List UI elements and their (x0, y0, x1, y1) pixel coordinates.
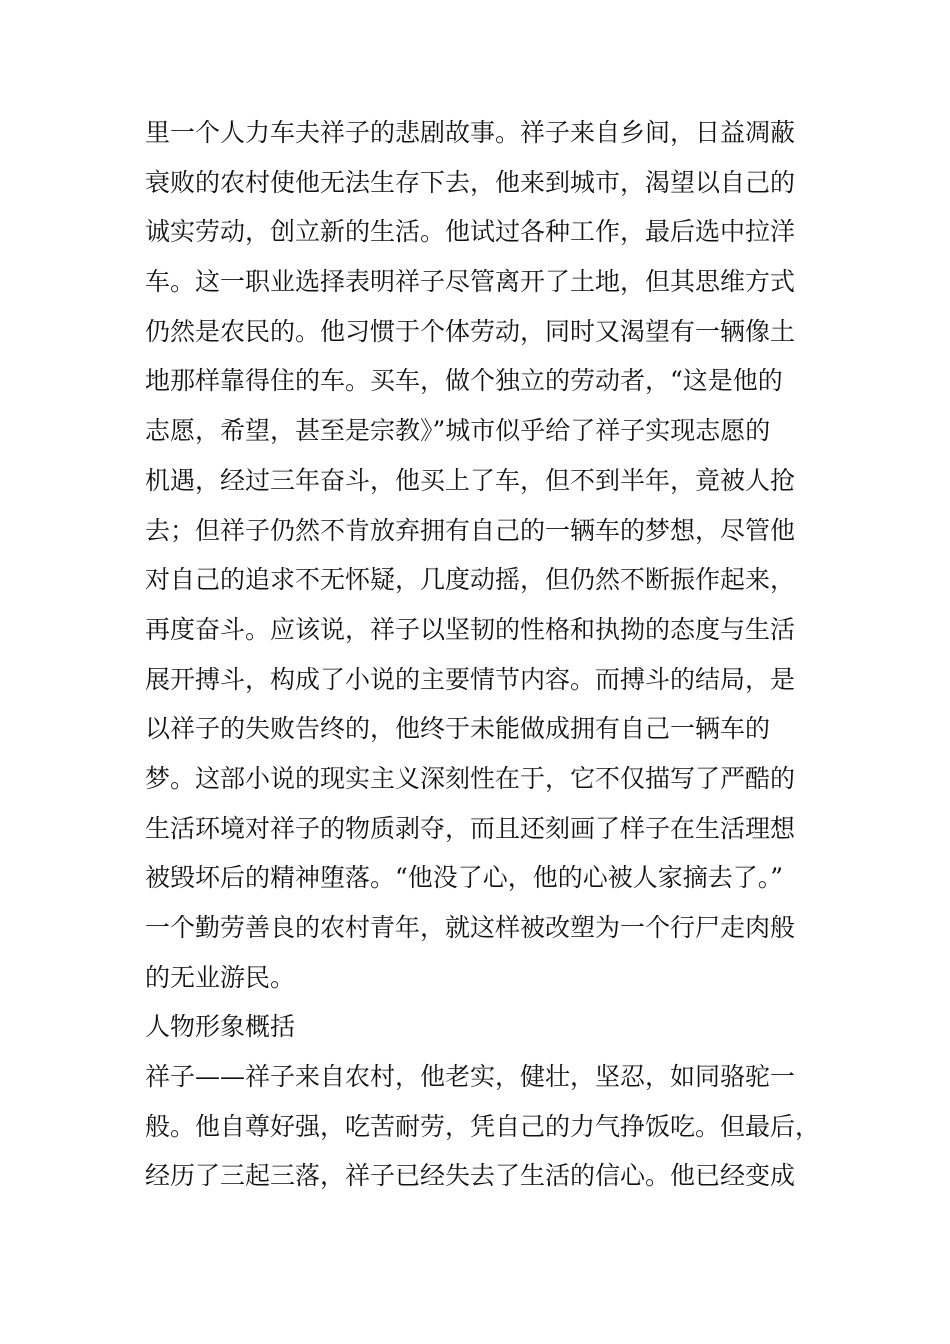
text-line: 地那样靠得住的车。买车，做个独立的劳动者，“这是他的 (145, 366, 783, 396)
text-line: 般。他自尊好强，吃苦耐劳，凭自己的力气挣饭吃。但最后， (145, 1111, 821, 1141)
text-line: 里一个人力车夫祥子的悲剧故事。祥子来自乡间，日益凋蔽 (145, 118, 796, 147)
text-line: 梦。这部小说的现实主义深刻性在于，它不仅描写了严酷的 (145, 763, 796, 793)
text-line: 展开搏斗，构成了小说的主要情节内容。而搏斗的结局，是 (145, 664, 796, 694)
text-line: 生活环境对祥子的物质剥夺，而且还刻画了样子在生活理想 (145, 813, 796, 843)
text-line: 祥子——祥子来自农村，他老实，健壮，坚忍，如同骆驼一 (145, 1062, 796, 1092)
text-line: 诚实劳动，创立新的生活。他试过各种工作，最后选中拉洋 (145, 217, 796, 247)
text-line: 车。这一职业选择表明祥子尽管离开了土地，但其思维方式 (145, 267, 796, 297)
text-line: 仍然是农民的。他习惯于个体劳动，同时又渴望有一辆像土 (145, 316, 796, 346)
text-line: 去；但祥子仍然不肯放弃拥有自己的一辆车的梦想，尽管他 (145, 515, 796, 545)
body-text (145, 108, 845, 1201)
text-line: 再度奋斗。应该说，祥子以坚韧的性格和执拗的态度与生活 (145, 614, 796, 644)
text-line: 机遇，经过三年奋斗，他买上了车，但不到半年，竟被人抢 (145, 465, 796, 495)
text-line: 以祥子的失败告终的，他终于未能做成拥有自己一辆车的 (145, 714, 771, 744)
text-line: 一个勤劳善良的农村青年，就这样被改塑为一个行尸走肉般 (145, 913, 796, 942)
text-line: 衰败的农村使他无法生存下去，他来到城市，渴望以自己的 (145, 167, 796, 197)
text-line: 被毁坏后的精神堕落。“他没了心，他的心被人家摘去了。” (145, 863, 784, 893)
section-heading: 人物形象概括 (145, 1012, 296, 1042)
text-line: 志愿，希望，甚至是宗教》”城市似乎给了祥子实现志愿的 (145, 416, 771, 446)
text-line: 经历了三起三落，祥子已经失去了生活的信心。他已经变成 (145, 1161, 796, 1191)
text-line: 对自己的追求不无怀疑，几度动摇，但仍然不断振作起来， (145, 565, 796, 595)
text-line: 的无业游民。 (145, 962, 296, 992)
